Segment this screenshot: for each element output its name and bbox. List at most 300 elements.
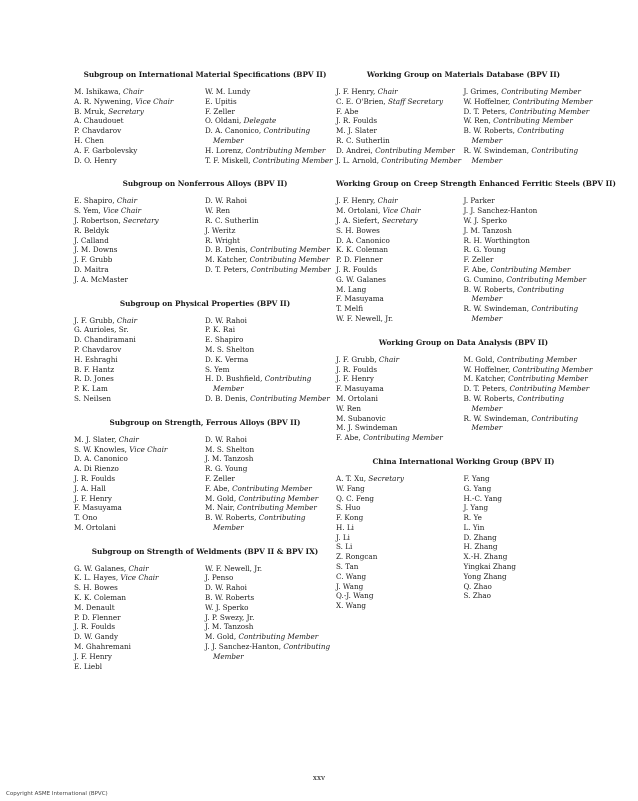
- member-entry: [464, 494, 592, 504]
- committee-section: [74, 299, 336, 404]
- member-name: J. Calland: [74, 235, 109, 245]
- member-entry: [336, 562, 464, 572]
- member-name: P. Chavdarov: [74, 126, 122, 136]
- member-list: [336, 355, 591, 443]
- member-role: Contributing: [258, 513, 306, 523]
- member-role: Contributing Member: [509, 106, 590, 116]
- member-name: H. D. Bushfield,: [205, 374, 265, 384]
- member-entry: [205, 236, 336, 246]
- member-name: W. Ren,: [463, 116, 494, 126]
- member-entry: [336, 216, 464, 226]
- member-name: D. Maitra: [74, 264, 109, 274]
- member-entry: [336, 87, 464, 97]
- member-entry: [464, 552, 592, 562]
- member-role-continuation: [464, 294, 592, 304]
- member-role: Member: [213, 522, 244, 532]
- member-name: M. Nair,: [205, 503, 238, 513]
- member-role: Contributing Member: [249, 255, 330, 265]
- member-entry: [74, 652, 205, 662]
- member-name: B. F. Hantz: [74, 364, 115, 374]
- member-name: D. W. Rahoi: [205, 196, 247, 206]
- member-entry: [205, 642, 336, 652]
- member-role: Member: [213, 384, 244, 394]
- member-name: M. Ghahremani: [74, 642, 131, 652]
- member-name: D. T. Peters,: [463, 106, 510, 116]
- member-entry: [74, 494, 205, 504]
- member-entry: [74, 662, 205, 672]
- member-column: [464, 87, 593, 165]
- member-name: J. L. Arnold,: [336, 155, 382, 165]
- member-entry: [336, 116, 464, 126]
- member-name: D. B. Denis,: [205, 393, 251, 403]
- member-name: P. K. Rai: [205, 325, 236, 335]
- member-entry: [464, 107, 593, 117]
- member-role: Contributing Member: [493, 116, 573, 126]
- member-entry: [205, 156, 336, 166]
- member-name: Yong Zhang: [463, 571, 507, 581]
- member-name: R. W. Swindeman,: [463, 304, 532, 314]
- committee-section: [74, 418, 336, 533]
- member-role: Contributing: [517, 126, 564, 136]
- member-entry: [464, 542, 592, 552]
- member-name: H. Li: [336, 522, 354, 532]
- member-entry: [74, 384, 205, 394]
- member-name: A. R. Nywening,: [74, 96, 136, 106]
- member-entry: [336, 226, 464, 236]
- member-name: W. Ren: [336, 403, 361, 413]
- member-role: Chair: [377, 87, 398, 96]
- member-entry: [74, 603, 205, 613]
- member-role: Contributing: [264, 374, 312, 384]
- member-name: S. H. Bowes: [74, 583, 118, 593]
- member-entry: [336, 146, 464, 156]
- member-entry: [74, 345, 205, 355]
- member-role-continuation: [205, 652, 336, 662]
- member-column: [336, 87, 464, 165]
- member-column: [336, 196, 464, 323]
- member-name: D. W. Rahoi: [205, 583, 247, 593]
- member-entry: [205, 622, 336, 632]
- member-name: M. Lang: [336, 284, 367, 294]
- member-role: Vice Chair: [120, 573, 159, 583]
- member-entry: [205, 97, 336, 107]
- member-name: B. W. Roberts,: [463, 284, 518, 294]
- member-entry: [74, 503, 205, 513]
- member-entry: [336, 582, 464, 592]
- member-entry: [74, 156, 205, 166]
- member-name: W. M. Lundy: [205, 87, 251, 96]
- member-role: Chair: [118, 434, 139, 444]
- member-entry: [464, 265, 592, 275]
- member-name: D. O. Henry: [74, 155, 117, 165]
- member-name: L. Yin: [463, 522, 485, 532]
- member-entry: [205, 394, 336, 404]
- member-entry: [464, 196, 592, 206]
- member-entry: [74, 245, 205, 255]
- member-name: M. Subanovic: [336, 413, 386, 423]
- member-entry: [205, 503, 336, 513]
- member-name: G. Cumino,: [463, 274, 507, 284]
- member-entry: [74, 255, 205, 265]
- committee-section: [74, 547, 336, 672]
- member-entry: [74, 454, 205, 464]
- member-name: J. Parker: [463, 196, 495, 206]
- member-name: F. Masuyama: [336, 384, 384, 394]
- member-entry: [464, 474, 592, 484]
- committee-section: [74, 70, 336, 165]
- member-entry: [74, 236, 205, 246]
- member-name: R. W. Swindeman,: [463, 413, 532, 423]
- member-entry: [205, 603, 336, 613]
- member-entry: [205, 345, 336, 355]
- member-role: Chair: [123, 87, 144, 96]
- member-name: E. Shapiro,: [74, 196, 117, 206]
- member-role: Secretary: [123, 215, 159, 225]
- member-list: [336, 87, 591, 165]
- member-name: J. P. Swezy, Jr.: [205, 612, 255, 622]
- member-entry: [74, 374, 205, 384]
- member-entry: [464, 146, 593, 156]
- member-role: Member: [471, 313, 503, 323]
- member-role: Contributing Member: [250, 393, 330, 403]
- member-name: G. Aurioles, Sr.: [74, 325, 129, 335]
- member-role: Contributing: [531, 145, 579, 155]
- member-entry: [205, 474, 336, 484]
- member-name: T. Ono: [74, 513, 98, 523]
- member-name: S. Yem: [205, 364, 230, 374]
- member-role: Contributing Member: [496, 354, 577, 364]
- member-entry: [74, 564, 205, 574]
- member-entry: [464, 365, 593, 375]
- section-title: China International Working Group (BPV II): [372, 456, 555, 466]
- member-name: J. M. Downs: [74, 245, 118, 255]
- member-name: X. Wang: [336, 601, 366, 611]
- member-name: W. Hoffelner,: [463, 96, 513, 106]
- member-role: Contributing Member: [512, 96, 593, 106]
- member-name: W. F. Newell, Jr.: [205, 563, 263, 573]
- member-entry: [336, 533, 464, 543]
- member-name: A. F. Garbolevsky: [74, 145, 138, 155]
- member-name: E. Shapiro: [205, 335, 244, 345]
- member-entry: [205, 226, 336, 236]
- member-entry: [336, 484, 464, 494]
- member-name: P. D. Flenner: [336, 255, 383, 265]
- committee-section: [336, 70, 591, 165]
- member-name: J. Wang: [336, 581, 364, 591]
- member-name: M. Ortolani: [336, 393, 378, 403]
- member-name: D. A. Canonico: [74, 454, 128, 464]
- member-entry: [74, 107, 205, 117]
- member-role: Chair: [377, 196, 398, 206]
- member-entry: [336, 433, 464, 443]
- member-entry: [464, 374, 593, 384]
- member-name: J. F. Henry: [74, 493, 112, 503]
- member-name: J. Li: [336, 532, 350, 542]
- member-entry: [464, 562, 592, 572]
- member-name: X.-H. Zhang: [463, 552, 508, 562]
- member-entry: [205, 484, 336, 494]
- member-name: F. Zeller: [205, 106, 235, 116]
- member-entry: [336, 601, 464, 611]
- member-role: Contributing Member: [232, 483, 312, 493]
- member-entry: [336, 294, 464, 304]
- member-entry: [74, 613, 205, 623]
- member-name: W. J. Sperko: [463, 215, 507, 225]
- member-name: F. Masuyama: [74, 503, 122, 513]
- member-name: R. Wright: [205, 235, 240, 245]
- member-entry: [205, 126, 336, 136]
- section-title: Working Group on Data Analysis (BPV II): [378, 337, 549, 347]
- member-name: G. W. Galanes,: [74, 563, 129, 573]
- left-column: [74, 70, 336, 685]
- member-entry: [74, 136, 205, 146]
- member-role: Contributing Member: [506, 274, 587, 284]
- member-name: J. R. Foulds: [74, 622, 116, 632]
- member-entry: [205, 216, 336, 226]
- member-entry: [74, 464, 205, 474]
- member-entry: [464, 87, 593, 97]
- member-name: S. W. Knowles,: [74, 444, 130, 454]
- member-role: Member: [471, 403, 503, 413]
- member-column: [205, 435, 336, 533]
- member-name: R. Beldyk: [74, 225, 109, 235]
- member-entry: [205, 355, 336, 365]
- member-name: F. Zeller: [205, 473, 235, 483]
- member-entry: [464, 97, 593, 107]
- member-role: Contributing Member: [363, 433, 443, 443]
- member-entry: [74, 126, 205, 136]
- member-entry: [464, 126, 593, 136]
- member-role: Contributing Member: [252, 155, 333, 165]
- member-name: R. G. Young: [463, 245, 506, 255]
- section-title: Subgroup on Physical Properties (BPV II): [119, 298, 291, 308]
- member-entry: [464, 503, 592, 513]
- member-entry: [74, 146, 205, 156]
- member-name: M. J. Slater: [336, 126, 377, 136]
- member-entry: [336, 196, 464, 206]
- member-entry: [205, 445, 336, 455]
- member-role: Member: [471, 135, 503, 145]
- member-role-continuation: [205, 384, 336, 394]
- member-entry: [205, 494, 336, 504]
- member-name: B. W. Roberts,: [463, 126, 518, 136]
- member-name: E. Upitis: [205, 96, 237, 106]
- member-role: Contributing Member: [250, 264, 331, 274]
- member-role: Secretary: [368, 473, 404, 483]
- member-column: [74, 316, 205, 404]
- member-name: S. Neilsen: [74, 393, 111, 403]
- member-entry: [205, 513, 336, 523]
- member-entry: [74, 394, 205, 404]
- member-entry: [336, 236, 464, 246]
- member-name: J. J. Sanchez-Hanton,: [205, 642, 284, 652]
- member-name: Z. Rongcan: [336, 552, 378, 562]
- member-role: Contributing: [517, 284, 564, 294]
- member-name: J. Weritz: [205, 225, 236, 235]
- member-entry: [464, 206, 592, 216]
- member-entry: [336, 474, 464, 484]
- member-entry: [74, 632, 205, 642]
- member-role: Contributing Member: [490, 264, 571, 274]
- member-name: J. F. Henry,: [336, 196, 378, 206]
- member-column: [205, 564, 336, 672]
- member-entry: [464, 384, 593, 394]
- member-entry: [74, 513, 205, 523]
- member-entry: [74, 226, 205, 236]
- member-role: Delegate: [243, 116, 277, 126]
- member-role: Contributing: [283, 642, 331, 652]
- section-title: Working Group on Creep Strength Enhanced Ferritic Steels (BPV II): [336, 179, 616, 189]
- member-name: K. K. Coleman: [336, 245, 388, 255]
- member-role: Contributing: [263, 126, 311, 136]
- member-name: B. W. Roberts: [205, 593, 255, 603]
- member-name: R. C. Sutherlin: [336, 135, 390, 145]
- member-column: [74, 87, 205, 165]
- member-name: H. Zhang: [463, 542, 498, 552]
- member-entry: [336, 513, 464, 523]
- member-entry: [74, 216, 205, 226]
- member-name: J. M. Tanzosh: [205, 622, 254, 632]
- member-role: Contributing Member: [237, 503, 317, 513]
- member-list: [74, 316, 336, 404]
- member-name: D. K. Verma: [205, 354, 249, 364]
- member-name: Q. C. Feng: [336, 493, 374, 503]
- member-name: J. Penso: [205, 573, 234, 583]
- copyright-notice: Copyright ASME International (BPVC): [6, 791, 108, 797]
- member-role: Member: [471, 423, 503, 433]
- member-entry: [464, 513, 592, 523]
- member-entry: [74, 445, 205, 455]
- member-entry: [464, 116, 593, 126]
- member-name: S. Yem,: [74, 206, 103, 216]
- member-entry: [74, 265, 205, 275]
- member-entry: [205, 632, 336, 642]
- member-list: [74, 87, 336, 165]
- member-role: Contributing: [531, 304, 579, 314]
- member-role-continuation: [464, 314, 592, 324]
- member-name: R. D. Jones: [74, 374, 114, 384]
- member-column: [205, 316, 336, 404]
- member-entry: [74, 523, 205, 533]
- section-title: Subgroup on Strength, Ferrous Alloys (BPV II): [109, 417, 301, 427]
- member-name: C. Wang: [336, 571, 367, 581]
- member-name: J. F. Henry: [74, 651, 112, 661]
- member-name: W. Fang: [336, 483, 365, 493]
- member-entry: [205, 206, 336, 216]
- member-entry: [205, 255, 336, 265]
- member-name: B. Mruk,: [74, 106, 109, 116]
- member-entry: [74, 573, 205, 583]
- member-name: J. M. Tanzosh: [463, 225, 512, 235]
- member-entry: [336, 156, 464, 166]
- member-name: J. A. Hall: [74, 483, 106, 493]
- member-role: Chair: [116, 315, 138, 325]
- member-list: [74, 564, 336, 672]
- section-title: Working Group on Materials Database (BPV II): [366, 70, 561, 79]
- member-name: O. Oldani,: [205, 116, 244, 126]
- member-entry: [74, 474, 205, 484]
- member-role-continuation: [205, 523, 336, 533]
- member-name: F. Masuyama: [336, 294, 384, 304]
- committee-section: [74, 179, 336, 284]
- member-entry: [205, 325, 336, 335]
- member-name: J. M. Tanzosh: [205, 454, 254, 464]
- member-name: F. Abe: [336, 106, 359, 116]
- member-entry: [205, 335, 336, 345]
- member-name: D. Zhang: [463, 532, 497, 542]
- member-entry: [205, 146, 336, 156]
- section-title: Subgroup on Strength of Weldments (BPV II & BPV IX): [91, 546, 319, 556]
- member-entry: [464, 591, 592, 601]
- member-entry: [336, 314, 464, 324]
- member-name: W. Hoffelner,: [463, 364, 513, 374]
- member-name: F. Abe,: [336, 433, 364, 443]
- member-list: [336, 474, 591, 611]
- member-role: Contributing Member: [512, 364, 593, 374]
- member-column: [464, 474, 592, 611]
- member-name: H. Lorenz,: [205, 145, 246, 155]
- member-role: Member: [213, 651, 244, 661]
- member-column: [74, 196, 205, 284]
- member-role-continuation: [205, 136, 336, 146]
- member-entry: [464, 394, 593, 404]
- member-name: M. Gold,: [205, 632, 239, 642]
- member-entry: [74, 275, 205, 285]
- member-role-continuation: [464, 156, 593, 166]
- member-entry: [74, 355, 205, 365]
- member-entry: [336, 503, 464, 513]
- member-entry: [205, 454, 336, 464]
- member-role-continuation: [464, 423, 593, 433]
- member-name: D. A. Canonico,: [205, 126, 264, 136]
- member-entry: [205, 245, 336, 255]
- member-entry: [74, 206, 205, 216]
- member-entry: [205, 464, 336, 474]
- member-name: J. R. Foulds: [74, 473, 116, 483]
- member-role: Vice Chair: [103, 206, 142, 216]
- member-name: M. Denault: [74, 602, 115, 612]
- member-name: J. F. Grubb: [74, 255, 113, 265]
- member-entry: [336, 126, 464, 136]
- member-entry: [74, 435, 205, 445]
- member-column: [464, 355, 593, 443]
- member-entry: [336, 414, 464, 424]
- member-name: J. Grimes,: [463, 87, 502, 96]
- member-name: R. H. Worthington: [463, 235, 530, 245]
- member-column: [336, 474, 464, 611]
- member-role-continuation: [464, 136, 593, 146]
- committee-section: [336, 338, 591, 443]
- member-name: K. K. Coleman: [74, 593, 126, 603]
- member-entry: [336, 591, 464, 601]
- member-entry: [205, 564, 336, 574]
- member-entry: [336, 285, 464, 295]
- member-name: Q. Zhao: [463, 581, 492, 591]
- member-name: A. T. Xu,: [336, 473, 369, 483]
- member-role: Secretary: [108, 106, 144, 116]
- member-name: S. Li: [336, 542, 353, 552]
- member-role: Contributing Member: [238, 632, 319, 642]
- member-name: J. R. Foulds: [336, 364, 378, 374]
- member-name: R. Ye: [463, 513, 482, 523]
- member-entry: [336, 265, 464, 275]
- member-entry: [336, 97, 464, 107]
- member-role: Staff Secretary: [387, 96, 444, 106]
- member-role: Contributing Member: [508, 374, 588, 384]
- member-entry: [464, 582, 592, 592]
- member-name: M. Ishikawa,: [74, 87, 124, 96]
- member-role: Chair: [378, 354, 400, 364]
